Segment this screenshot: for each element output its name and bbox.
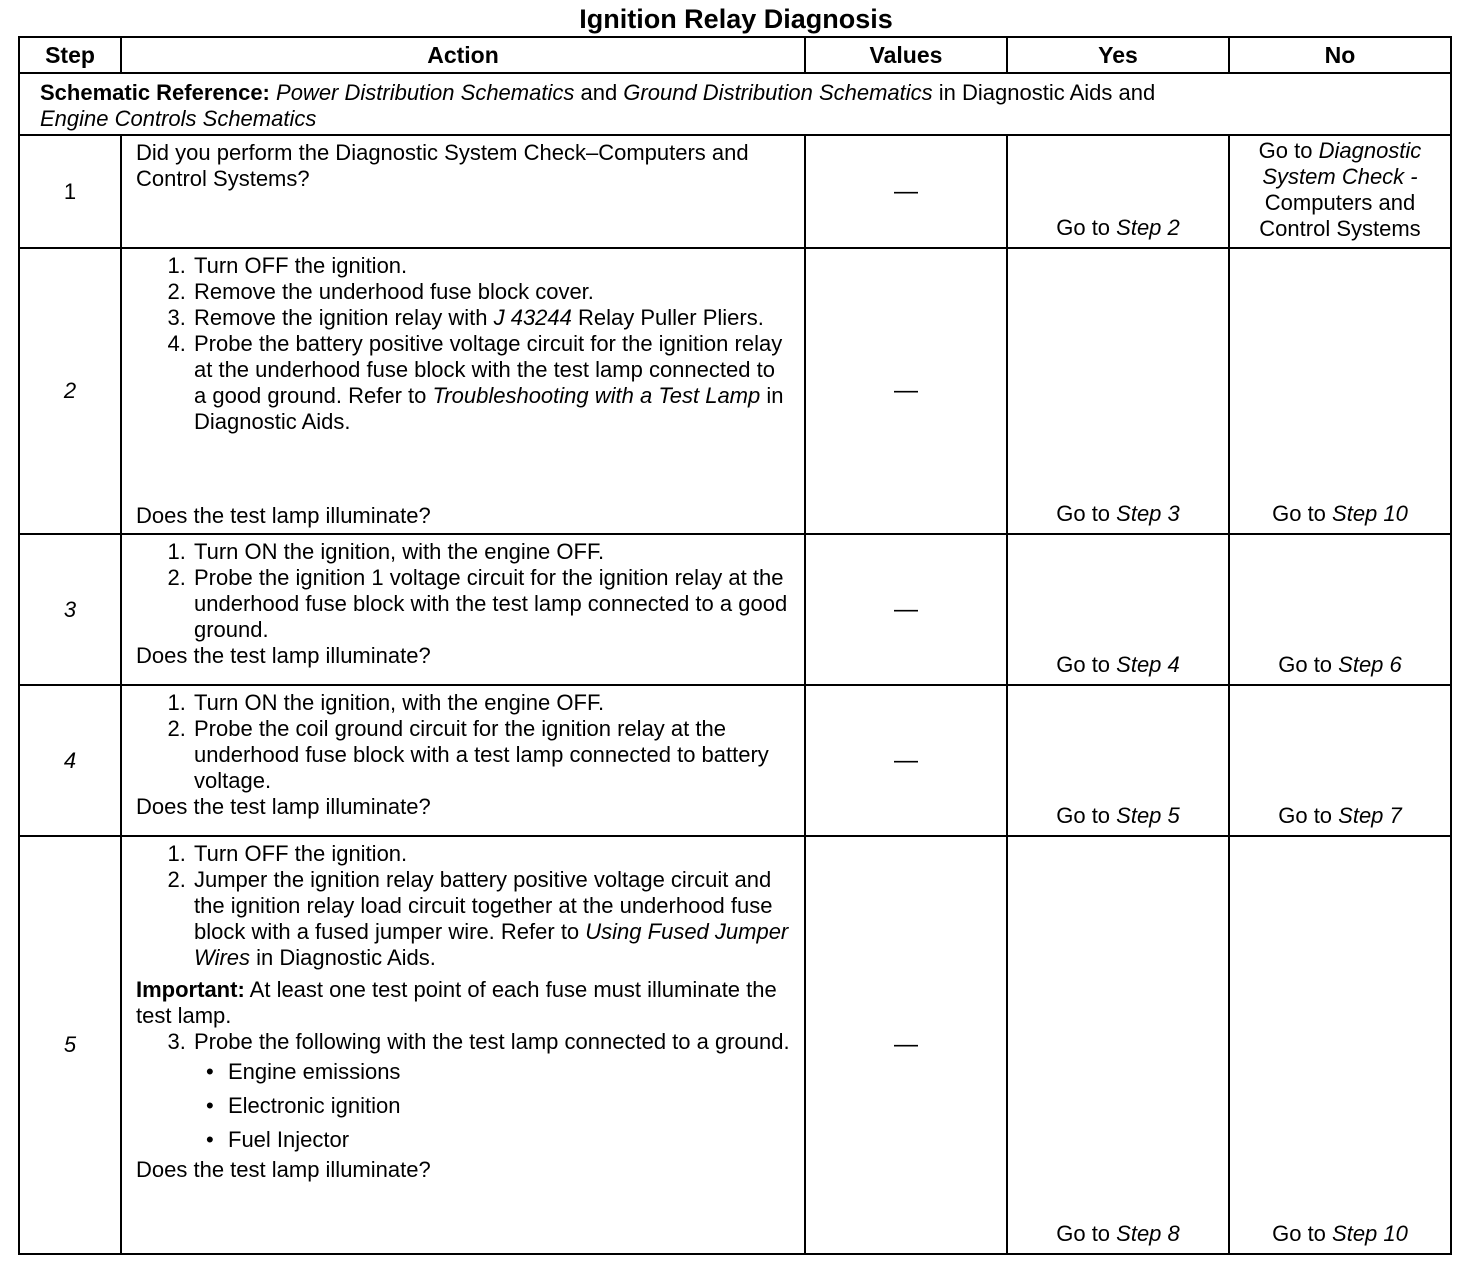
no-cell: Go to Step 10 [1229,836,1451,1254]
schematic-link-engine: Engine Controls Schematics [40,106,317,131]
schematic-reference-row [19,73,1451,135]
values-cell: — [805,248,1007,534]
schematic-link-power: Power Distribution Schematics [276,80,575,105]
table-row [19,836,1451,1254]
list-item: • Fuel Injector [228,1123,790,1157]
list-item: • Electronic ignition [228,1089,790,1123]
values-cell: — [805,836,1007,1254]
schematic-reference-label: Schematic Reference: [40,80,270,105]
list-item: 2. Remove the underhood fuse block cover. [192,279,790,305]
action-steps [136,1029,790,1055]
list-item: 3. Remove the ignition relay with J 43244 Relay Puller Pliers. [192,305,790,331]
no-cell: Go to Diagnostic System Check - Computers and Control Systems [1229,135,1451,248]
yes-cell: Go to Step 2 [1007,135,1229,248]
step-number: 3 [63,596,77,622]
header-action: Action [121,37,805,73]
no-cell: Go to Step 6 [1229,534,1451,685]
step-number: 1 [63,178,77,204]
bullet-list [136,1055,790,1157]
action-steps [136,253,790,435]
diagnosis-table [18,36,1452,1255]
list-item: 3. Probe the following with the test lamp connected to a ground. [192,1029,790,1055]
page-title: Ignition Relay Diagnosis [579,4,893,34]
action-steps [136,539,790,643]
action-steps [136,841,790,971]
yes-cell: Go to Step 3 [1007,248,1229,534]
schematic-reference: Schematic Reference: Power Distribution Schematics and Ground Distribution Schematics in Diagnostic Aids and Engine Controls Schematics [19,73,1451,135]
values-cell: — [805,534,1007,685]
yes-cell: Go to Step 8 [1007,836,1229,1254]
step-number: 4 [63,747,77,773]
header-no: No [1229,37,1451,73]
list-item: 2. Probe the coil ground circuit for the ignition relay at the underhood fuse block with a test lamp connected to battery voltage. [192,716,790,794]
schematic-link-ground: Ground Distribution Schematics [623,80,933,105]
list-item: • Engine emissions [228,1055,790,1089]
list-item: 2. Jumper the ignition relay battery positive voltage circuit and the ignition relay load circuit together at the underhood fuse block with a fused jumper wire. Refer to Using Fused Jumper Wires in Diagnostic Aids. [192,867,790,971]
important-note: Important: At least one test point of each fuse must illuminate the test lamp. [136,977,777,1028]
values-cell: — [805,135,1007,248]
values-cell: — [805,685,1007,836]
table-row [19,534,1451,685]
step-number: 5 [63,1032,77,1057]
list-item: 1. Turn OFF the ignition. [192,253,790,279]
header-step: Step [19,37,121,73]
table-row [19,135,1451,248]
action-text: Did you perform the Diagnostic System Check–Computers and Control Systems? [136,140,749,191]
action-steps [136,690,790,794]
action-question: Does the test lamp illuminate? [136,794,431,819]
list-item: 1. Turn ON the ignition, with the engine OFF. [192,539,790,565]
table-row [19,248,1451,534]
header-row [19,37,1451,73]
table-row [19,685,1451,836]
header-yes: Yes [1007,37,1229,73]
action-question: Does the test lamp illuminate? [136,1157,431,1182]
list-item: 1. Turn OFF the ignition. [192,841,790,867]
action-question: Does the test lamp illuminate? [136,503,431,528]
action-question: Does the test lamp illuminate? [136,643,431,668]
yes-cell: Go to Step 4 [1007,534,1229,685]
list-item: 2. Probe the ignition 1 voltage circuit for the ignition relay at the underhood fuse block with the test lamp connected to a good ground. [192,565,790,643]
step-number: 2 [63,378,77,403]
no-cell: Go to Step 7 [1229,685,1451,836]
yes-cell: Go to Step 5 [1007,685,1229,836]
header-values: Values [805,37,1007,73]
list-item: 1. Turn ON the ignition, with the engine OFF. [192,690,790,716]
no-cell: Go to Step 10 [1229,248,1451,534]
list-item: 4. Probe the battery positive voltage circuit for the ignition relay at the underhood fuse block with the test lamp connected to a good ground. Refer to Troubleshooting with a Test Lamp in Diagnostic Aids. [192,331,790,435]
